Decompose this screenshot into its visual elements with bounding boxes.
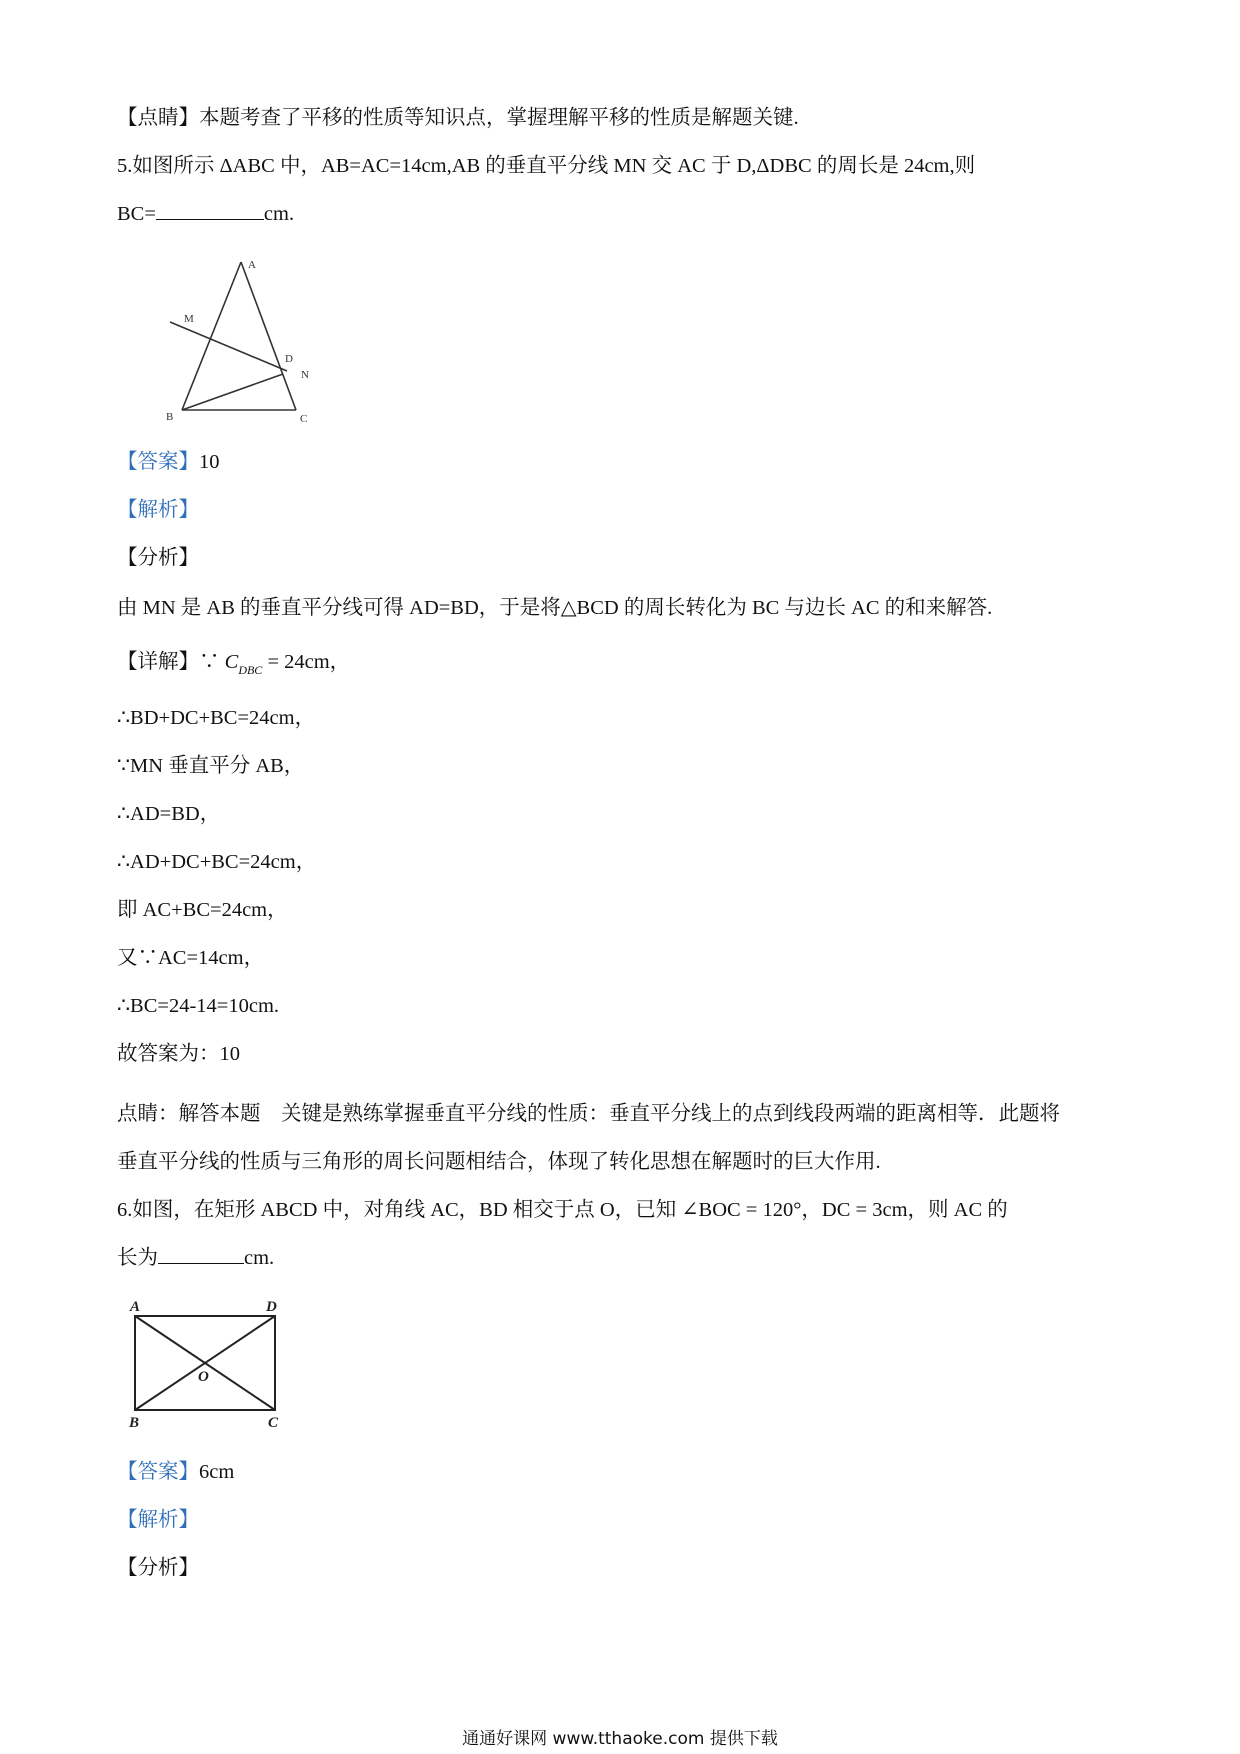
- figure-6-rectangle: [120, 1298, 290, 1430]
- figure-5-triangle: [160, 250, 330, 425]
- fig5-side-ab: [182, 262, 241, 410]
- q5-prefix: BC=: [117, 203, 156, 225]
- perimeter-value: = 24cm，: [262, 651, 351, 673]
- q6-answer-blank: [158, 1245, 244, 1264]
- step-1: ∴BD+DC+BC=24cm，: [117, 707, 316, 729]
- q5-answer-blank: [156, 201, 264, 220]
- question-5-line2: [117, 200, 294, 228]
- fenxi-5-tag: 【分析】: [117, 547, 199, 569]
- xiangjie-5: [117, 648, 350, 684]
- xiangjie-tag: 【详解】∵: [117, 651, 220, 673]
- answer-5: [117, 448, 220, 476]
- step-5: 即 AC+BC=24cm，: [117, 899, 288, 921]
- fig5-side-ac: [241, 262, 296, 410]
- jiexi-6-tag: 【解析】: [117, 1509, 199, 1531]
- fig5-label-n: N: [301, 369, 309, 381]
- fenxi-5-text: 由 MN 是 AB 的垂直平分线可得 AD=BD，于是将△BCD 的周长转化为 BC 与边长 AC 的和来解答.: [117, 597, 993, 619]
- q6-prefix: 长为: [117, 1247, 158, 1269]
- step-3: ∴AD=BD，: [117, 803, 221, 825]
- answer-6: [117, 1458, 234, 1486]
- fig5-segment-bd: [182, 374, 283, 410]
- q6-suffix: cm.: [244, 1247, 275, 1269]
- answer-6-tag: 【答案】: [117, 1461, 199, 1483]
- fig5-line-mn: [170, 322, 287, 371]
- fig5-label-b: B: [166, 411, 174, 423]
- fig5-label-c: C: [300, 413, 308, 425]
- fig5-label-m: M: [184, 313, 194, 325]
- fig6-label-b: B: [129, 1415, 140, 1430]
- perimeter-subscript: DBC: [238, 663, 263, 677]
- q5-suffix: cm.: [263, 203, 295, 225]
- dianjing-5-line1: 点睛：解答本题 关键是熟练掌握垂直平分线的性质：垂直平分线上的点到线段两端的距离相等．此题将: [117, 1103, 1060, 1125]
- question-6-line2: [117, 1244, 274, 1272]
- step-2: ∵MN 垂直平分 AB，: [117, 755, 305, 777]
- question-5-line1: 5.如图所示 ΔABC 中，AB=AC=14cm,AB 的垂直平分线 MN 交 AC 于 D,ΔDBC 的周长是 24cm,则: [117, 155, 976, 177]
- perimeter-symbol: C: [224, 651, 239, 673]
- fig5-label-a: A: [248, 259, 256, 271]
- step-8: 故答案为：10: [117, 1043, 240, 1065]
- step-6: 又∵AC=14cm，: [117, 947, 265, 969]
- page-footer: 通通好课网 www.tthaoke.com 提供下载: [462, 1729, 778, 1749]
- fig6-label-c: C: [268, 1415, 279, 1430]
- jiexi-5-tag: 【解析】: [117, 499, 199, 521]
- answer-5-tag: 【答案】: [117, 451, 199, 473]
- step-4: ∴AD+DC+BC=24cm，: [117, 851, 317, 873]
- fig5-label-d: D: [285, 353, 293, 365]
- dianjing-5-line2: 垂直平分线的性质与三角形的周长问题相结合，体现了转化思想在解题时的巨大作用.: [117, 1151, 881, 1173]
- dianjing-prev: 【点睛】本题考查了平移的性质等知识点，掌握理解平移的性质是解题关键.: [117, 107, 799, 129]
- question-6-line1: 6.如图，在矩形 ABCD 中，对角线 AC，BD 相交于点 O，已知 ∠BOC = 120°，DC = 3cm，则 AC 的: [117, 1199, 1008, 1221]
- answer-6-value: 6cm: [199, 1461, 235, 1483]
- step-7: ∴BC=24-14=10cm.: [117, 995, 280, 1017]
- fig6-label-d: D: [266, 1299, 277, 1315]
- fig6-label-o: O: [198, 1369, 209, 1385]
- answer-5-value: 10: [199, 451, 220, 473]
- fig6-label-a: A: [130, 1299, 141, 1315]
- fenxi-6-tag: 【分析】: [117, 1557, 199, 1579]
